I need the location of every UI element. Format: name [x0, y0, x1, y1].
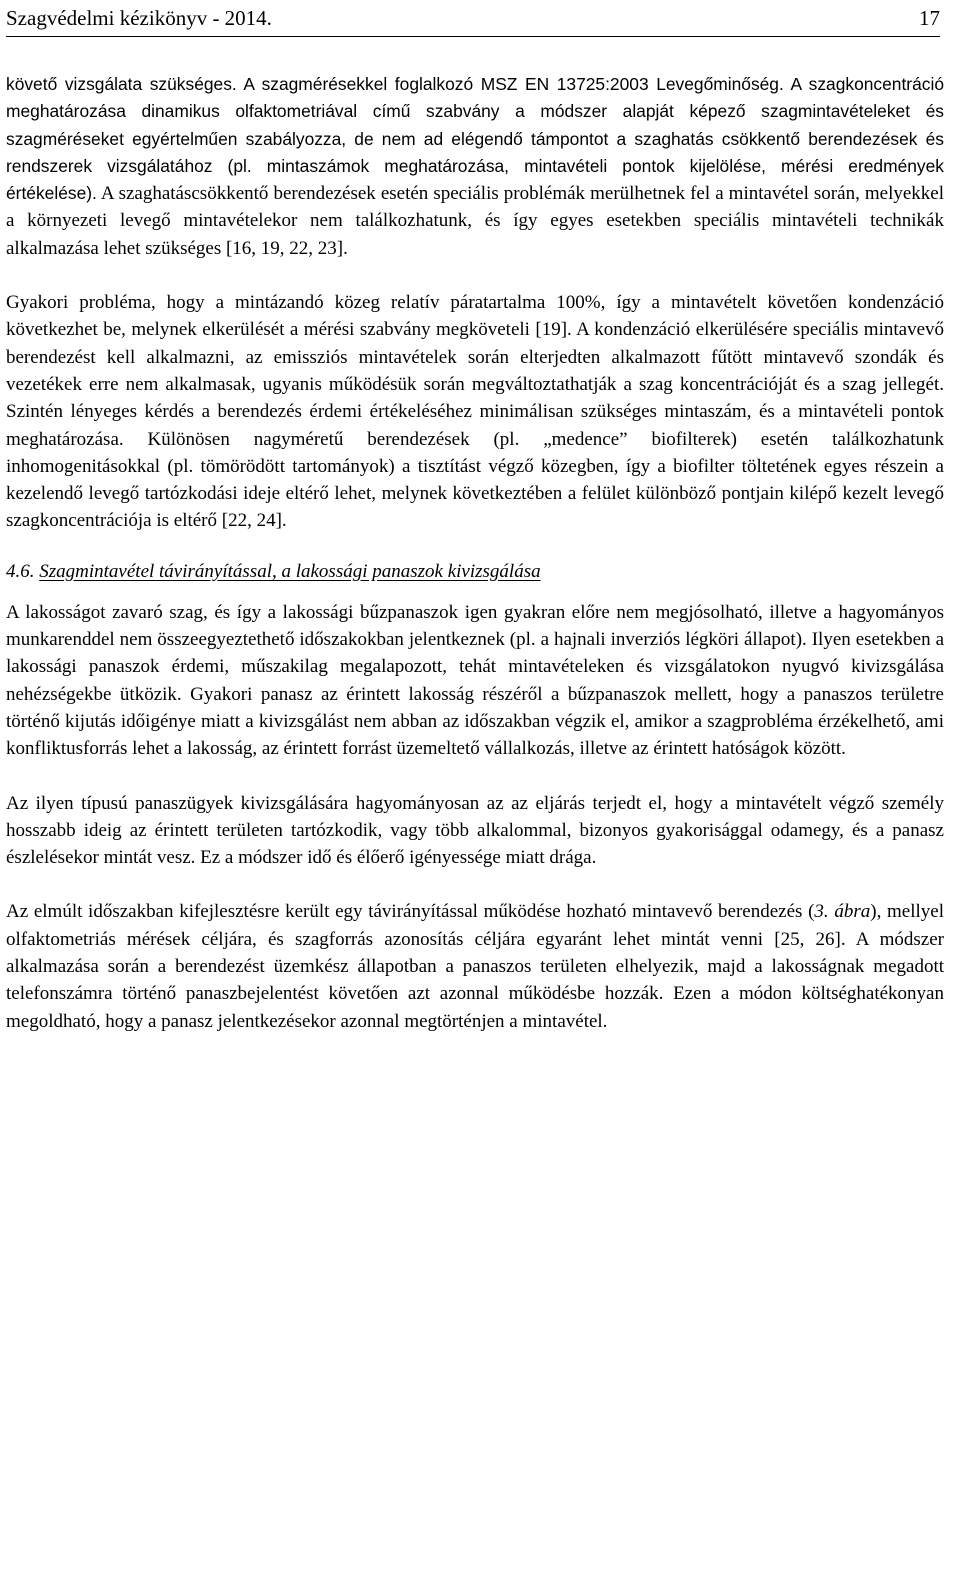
- paragraph-text: ), mellyel olfaktometriás mérések céljára, és szagforrás azonosítás céljára egyaránt lehet mintát venni [25, 26]. A módszer alkalmazása során a berendezést üzemkész állapotban a panaszos területen elhelyezik, majd a lakosságnak megadott telefonszámra történő panaszbejelentést követően azt azonnal működésbe hozzák. Ezen a módon költséghatékonyan megoldható, hogy a panasz jelentkezésekor azonnal megtörténjen a mintavétel.: [6, 901, 944, 1032]
- page-header: [6, 0, 940, 37]
- section-title: Szagmintavétel távirányítással, a lakossági panaszok kivizsgálása: [39, 560, 541, 582]
- section-heading: [6, 558, 944, 585]
- page-body: [6, 71, 944, 1035]
- paragraph-condensation: Gyakori probléma, hogy a mintázandó közeg relatív páratartalma 100%, így a mintavételt követően kondenzáció következhet be, melynek elkerülését a mérési szabvány megköveteli [19]. A kondenzáció elkerülésére speciális mintavevő berendezést kell alkalmazni, az emissziós mintavételek során elterjedten alkalmazott fűtött mintavevő szondák és vezetékek erre nem alkalmasak, ugyanis működésük során megváltoztathatják a szag koncentrációját és a szag jellegét. Szintén lényeges kérdés a berendezés érdemi értékeléséhez minimálisan szükséges mintaszám, és a mintavételi pontok meghatározása. Különösen nagyméretű berendezések (pl. „medence” biofilterek) esetén találkozhatunk inhomogenitásokkal (pl. tömörödött tartományok) a tisztítást végző közegben, így a biofilter töltetének egyes részein a kezelendő levegő tartózkodási ideje eltérő lehet, melynek következtében a felület különböző pontjain kilépő kezelt levegő szagkoncentrációja is eltérő [22, 24].: [6, 292, 944, 532]
- paragraph-text-serif: A szaghatáscsökkentő berendezések esetén speciális problémák merülhetnek fel a mintavétel során, melyekkel a környezeti levegő mintavételekor nem találkozhatunk, és így egyes esetekben speciális mintavételi technikák alkalmazása lehet szükséges [16, 19, 22, 23].: [6, 183, 944, 259]
- paragraph-text: Az elmúlt időszakban kifejlesztésre került egy távirányítással működése hozható mintavevő berendezés (: [6, 901, 815, 923]
- figure-reference-link: 3. ábra: [814, 901, 871, 923]
- paragraph-remote-sampler: [6, 898, 944, 1034]
- paragraph-traditional-method: Az ilyen típusú panaszügyek kivizsgálására hagyományosan az az eljárás terjedt el, hogy a mintavételt végző személy hosszabb ideig az érintett területen tartózkodik, vagy több alkalommal, bizonyos gyakorisággal odamegy, és a panasz észlelésekor mintát vesz. Ez a módszer idő és élőerő igényessége miatt drága.: [6, 792, 944, 869]
- paragraph-text-sans: követő vizsgálata szükséges. A szagmérésekkel foglalkozó MSZ EN 13725:2003 Levegőminőség. A szagkoncentráció meghatározása dinamikus olfaktometriával című szabvány a módszer alapját képező szagmintavételeket és szagméréseket egyértelműen szabályozza, de nem ad elégendő támpontot a szaghatás csökkentő berendezések és rendszerek vizsgálatához (pl. mintaszámok meghatározása, mintavételi pontok kijelölése, mérési eredmények értékelése).: [6, 74, 944, 204]
- paragraph-standard-reference: [6, 71, 944, 262]
- section-number: 4.6.: [6, 560, 35, 582]
- paragraph-complaints: A lakosságot zavaró szag, és így a lakossági bűzpanaszok igen gyakran előre nem megjósolható, illetve a hagyományos munkarenddel nem összeegyeztethető időszakokban jelentkeznek (pl. a hajnali inverziós légköri állapot). Ilyen esetekben a lakossági panaszok érdemi, műszakilag megalapozott, tehát mintavételeken és vizsgálatokon nyugvó kivizsgálása nehézségekbe ütközik. Gyakori panasz az érintett lakosság részéről a bűzpanaszok mellett, hogy a panaszos területre történő kijutás időigénye miatt a kivizsgálást nem abban az időszakban végzik el, amikor a szagprobléma érzékelhető, ami konfliktusforrás lehet a lakosság, az érintett forrást üzemeltető vállalkozás, illetve az érintett hatóságok között.: [6, 601, 944, 760]
- page-number: 17: [919, 6, 940, 30]
- document-title: Szagvédelmi kézikönyv - 2014.: [6, 6, 272, 30]
